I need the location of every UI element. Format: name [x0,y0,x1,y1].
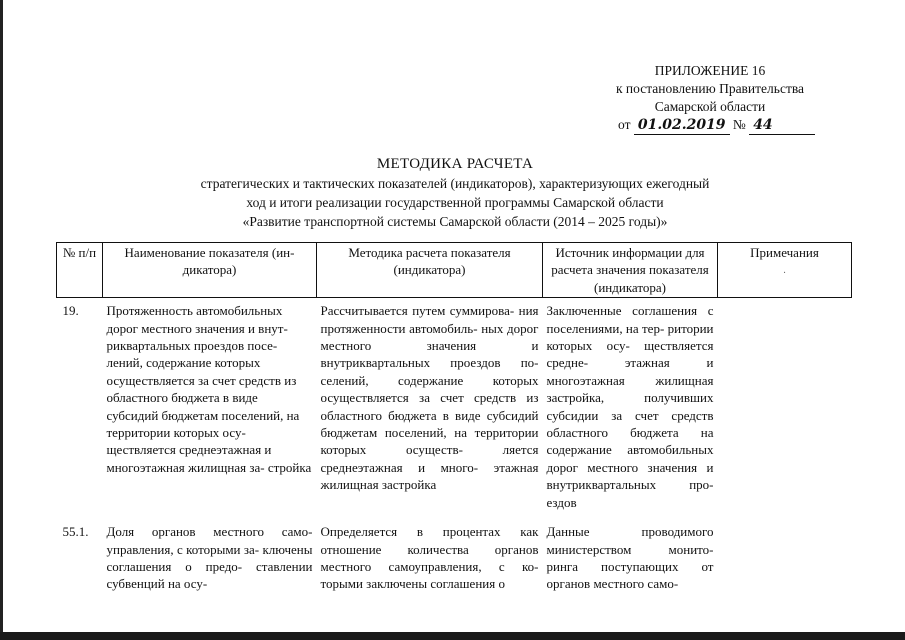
appendix-title: ПРИЛОЖЕНИЕ 16 [654,63,766,78]
header-number: № п/п [57,243,103,298]
row-indicator-name: Протяженность автомобильных дорог местного значения и внут- риквартальных проездов посе- лений, содержание которых осуществляется за счет средств из областного бюджета в виде субсидий бюджетам поселений, на территории которых осу- ществляется среднеэтажная и многоэтажная жилищная за- стройка [106,303,312,475]
row-calculation-method: Определяется в процентах как отношение количества органов местного самоуправления, с ко- торыми заключены соглашения о [320,524,539,592]
document-subtitle-line-1: стратегических и тактических показателей (индикаторов), характеризующих ежегодный [200,176,710,191]
date-prefix: от [618,117,631,132]
table-row [57,298,852,513]
header-notes-label: Примечания [750,245,819,260]
header-indicator-name: Наименование показателя (ин- дикатора) [103,243,317,298]
stray-dot: · [782,268,787,280]
appendix-line-2: Самарской области [654,99,766,114]
table-header-row [57,243,852,298]
row-notes [718,298,852,513]
appendix-header [560,62,860,135]
row-information-source: Данные проводимого министерством монито- ринга поступающих от органов местного само- [546,524,714,592]
appendix-line-1: к постановлению Правительства [615,81,805,96]
header-calculation-method: Методика расчета показателя (индикатора) [317,243,543,298]
row-indicator-name: Доля органов местного само- управления, с которыми за- ключены соглашения о предо- ставлении субвенций на осу- [106,524,313,592]
document-subtitle-line-3: «Развитие транспортной системы Самарской области (2014 – 2025 годы)» [242,214,668,229]
row-number: 55.1. [62,524,89,540]
document-title-block [60,155,850,231]
row-information-source: Заключенные соглашения с поселениями, на тер- ритории которых осу- ществляется средне- этажная и многоэтажная жилищная застройка, получивших субсидии за счет средств областного бюджета на содержание автомобильных дорог местного значения и внутриквартальных про- ездов [546,303,714,510]
row-number: 19. [62,303,79,319]
methodology-table [56,242,852,595]
table-row [57,513,852,595]
document-subtitle-line-2: ход и итоги реализации государственной программы Самарской области [246,195,664,210]
handwritten-date: 01.02.2019 [634,116,730,135]
document-title: МЕТОДИКА РАСЧЕТА [376,156,534,172]
header-information-source: Источник информации для расчета значения показателя (индикатора) [543,243,718,298]
row-calculation-method: Рассчитывается путем суммирова- ния протяженности автомобиль- ных дорог местного значения и внутриквартальных проездов по- селений, содержание которых осуществляется за счет средств из областного бюджета в виде субсидий бюджетам поселений, на территории которых осуществ- ляется среднеэтажная и много- этажная жилищная застройка [320,303,539,493]
scan-edge-left [0,0,3,640]
number-prefix: № [732,117,746,132]
row-notes [718,513,852,595]
appendix-date-line [560,116,860,135]
header-notes [718,243,852,298]
handwritten-number: 44 [749,116,815,135]
scan-edge-bottom [0,632,905,640]
